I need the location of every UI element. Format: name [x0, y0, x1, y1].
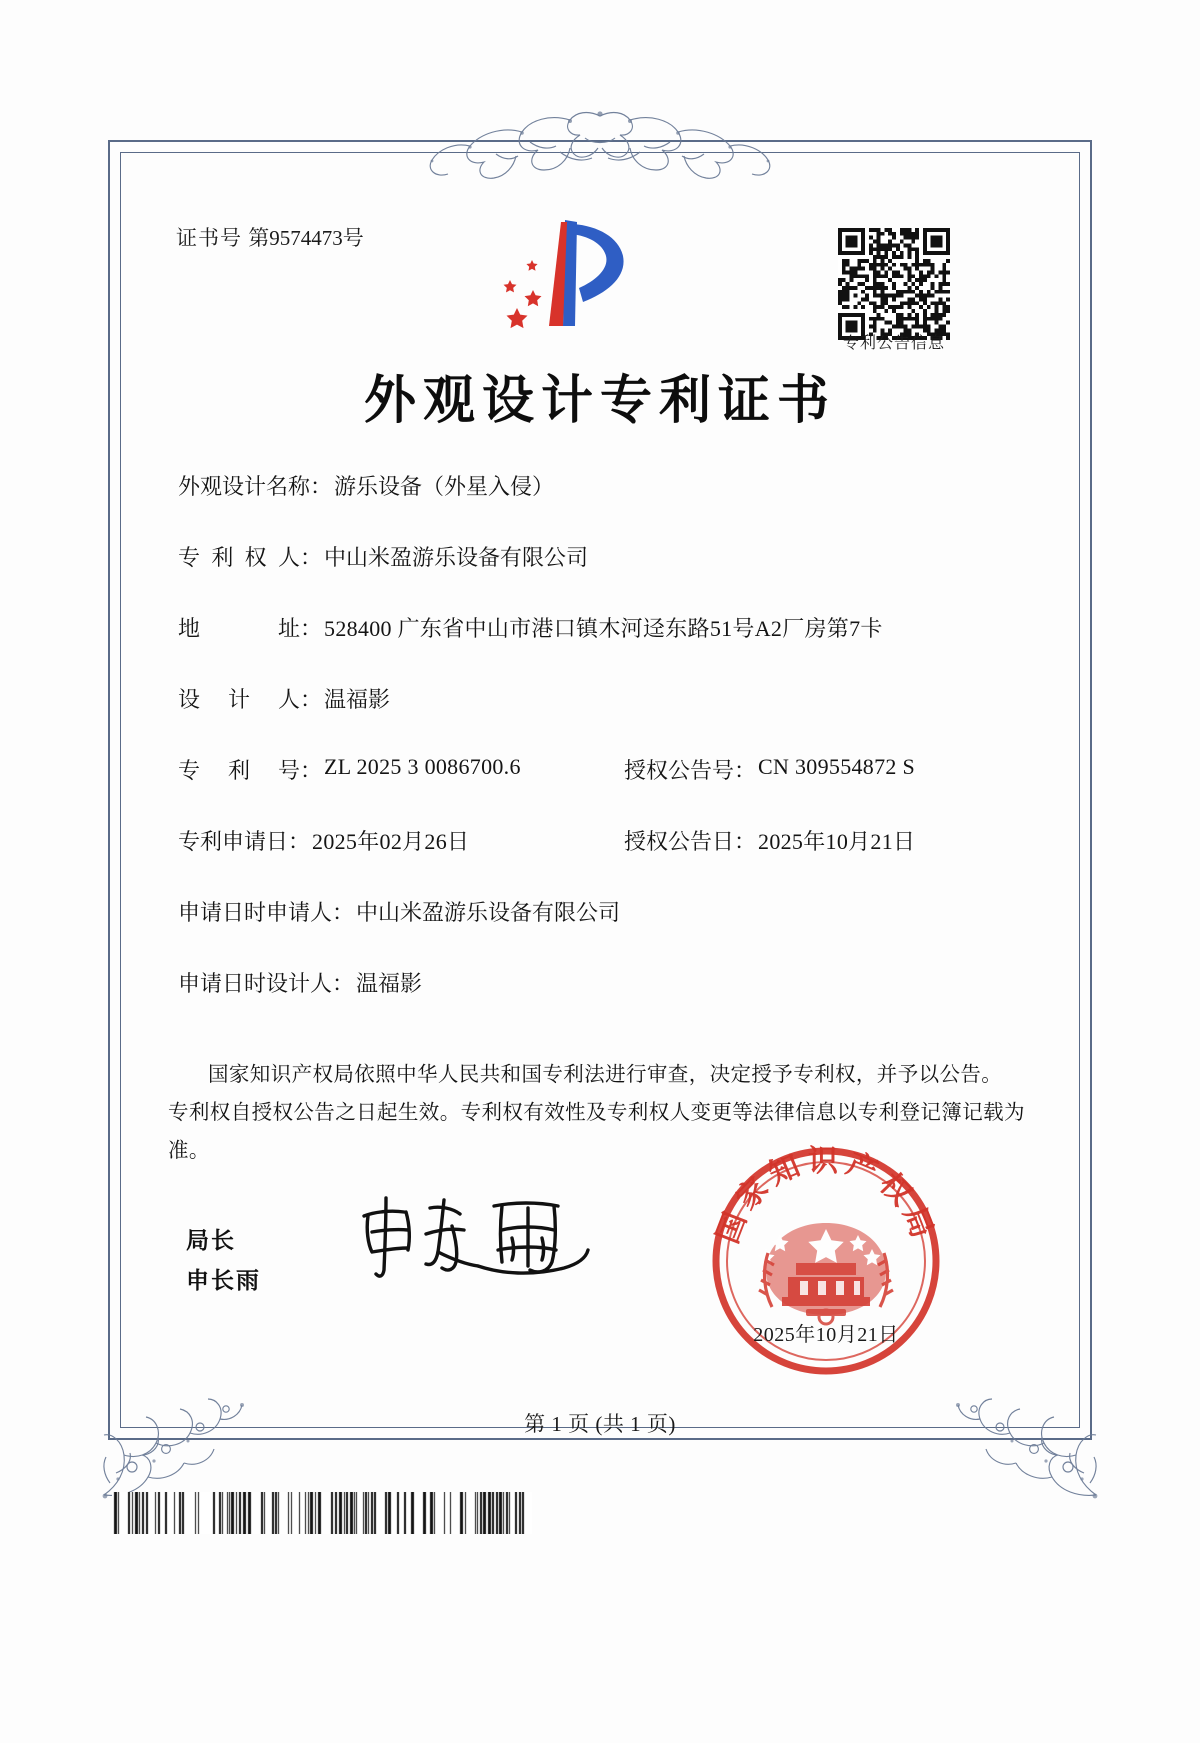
- field-address-value: 528400 广东省中山市港口镇木河迳东路51号A2厂房第7卡: [324, 616, 883, 641]
- field-address-colon: ：: [300, 616, 323, 641]
- field-grant-publication-number: [624, 754, 915, 785]
- field-patentee-colon: ：: [300, 545, 323, 570]
- field-grant-publication-date-value: 2025年10月21日: [758, 829, 916, 854]
- field-patentee-value: 中山米盈游乐设备有限公司: [324, 545, 589, 570]
- field-applicant-at-filing-colon: ：: [332, 900, 355, 925]
- field-application-date-value: 2025年02月26日: [312, 829, 470, 854]
- barcode: [112, 1492, 532, 1534]
- field-address: [178, 612, 978, 683]
- seal-date: 2025年10月21日: [753, 1324, 899, 1346]
- field-designer-at-filing-colon: ：: [332, 971, 355, 996]
- certificate-number: [176, 222, 364, 252]
- cnipa-logo-icon: [487, 216, 637, 338]
- field-application-date-colon: ：: [288, 829, 311, 854]
- field-designer-at-filing: [178, 967, 978, 1038]
- page-title: 外观设计专利证书: [363, 370, 836, 431]
- field-designer-value: 温福影: [324, 687, 391, 712]
- field-design-name-colon: ：: [310, 474, 333, 499]
- field-list: [178, 470, 978, 1038]
- qr-caption: 专利公告信息: [842, 335, 945, 352]
- field-applicant-at-filing: [178, 896, 978, 967]
- field-designer-colon: ：: [300, 687, 323, 712]
- director-signature: [352, 1190, 602, 1280]
- legal-line-1: 国家知识产权局依照中华人民共和国专利法进行审查，决定授予专利权，并予以公告。: [208, 1062, 1003, 1086]
- legal-line-2: 专利权自授权公告之日起生效。专利权有效性及专利权人变更等法律信息以专利登记簿记载为准。: [168, 1100, 1025, 1162]
- director-name: 申长雨: [186, 1268, 261, 1293]
- field-patent-number-value: ZL 2025 3 0086700.6: [324, 754, 521, 779]
- field-designer: [178, 683, 978, 754]
- patent-announcement-qr-code[interactable]: [838, 228, 950, 340]
- field-grant-publication-date-colon: ：: [734, 829, 757, 854]
- field-grant-publication-number-label: 授权公告号: [624, 758, 735, 783]
- field-grant-publication-date: [624, 825, 915, 856]
- field-applicant-at-filing-label: 申请日时申请人: [178, 900, 333, 925]
- field-grant-publication-number-value: CN 309554872 S: [758, 754, 916, 779]
- certificate-number-label: 证书号: [176, 226, 242, 250]
- field-patentee-label: 专利权人: [178, 545, 300, 570]
- director-title-label: 局长: [186, 1228, 236, 1253]
- field-designer-at-filing-label: 申请日时设计人: [178, 971, 333, 996]
- field-application-date-label: 专利申请日: [178, 829, 289, 854]
- field-application-date-row: [178, 825, 978, 896]
- certificate-number-value: 第9574473号: [248, 226, 364, 250]
- field-designer-label: 设计人: [178, 687, 300, 712]
- field-patent-number-row: [178, 754, 978, 825]
- field-patent-number-colon: ：: [300, 758, 323, 783]
- field-patent-number-label: 专利号: [178, 758, 300, 783]
- field-design-name: [178, 470, 978, 541]
- field-patentee: [178, 541, 978, 612]
- field-grant-publication-number-colon: ：: [734, 758, 757, 783]
- top-ornament-icon: [410, 108, 790, 186]
- field-design-name-label: 外观设计名称: [178, 474, 311, 499]
- field-address-label: 地址: [178, 616, 300, 641]
- page-number: 第 1 页 (共 1 页): [524, 1412, 676, 1436]
- field-applicant-at-filing-value: 中山米盈游乐设备有限公司: [356, 900, 621, 925]
- svg-text:国家知识产权局: 国家知识产权局: [710, 1145, 942, 1249]
- field-grant-publication-date-label: 授权公告日: [624, 829, 735, 854]
- field-designer-at-filing-value: 温福影: [356, 971, 423, 996]
- field-design-name-value: 游乐设备（外星入侵）: [334, 474, 555, 499]
